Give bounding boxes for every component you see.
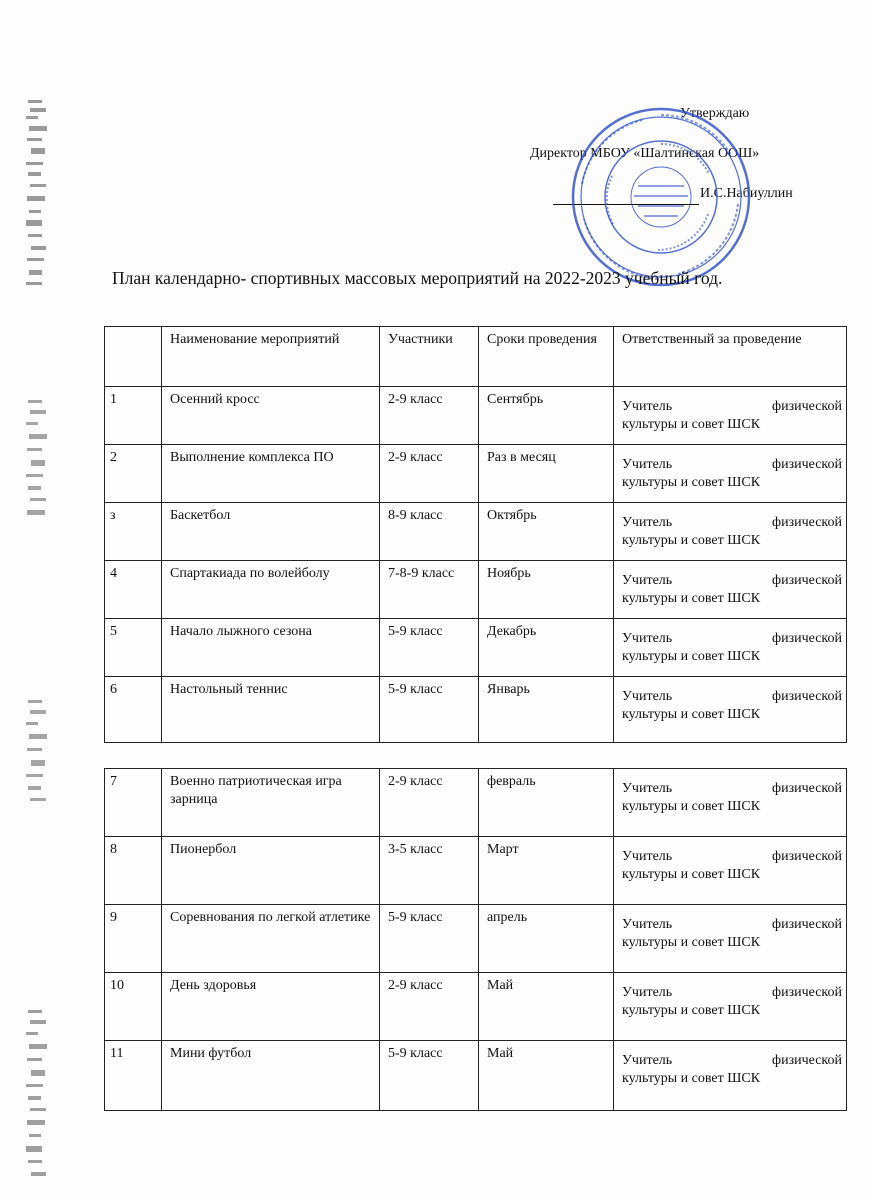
header-responsible: Ответственный за проведение — [614, 327, 847, 387]
row-event: День здоровья — [162, 973, 380, 1041]
row-period: Раз в месяц — [479, 445, 614, 503]
table-row — [105, 837, 847, 905]
table-header-row — [105, 327, 847, 387]
row-number: 6 — [105, 677, 162, 743]
row-responsible: Учитель физической культуры и совет ШСК — [614, 619, 847, 677]
row-participants: 2-9 класс — [380, 445, 479, 503]
row-number: 4 — [105, 561, 162, 619]
row-period: Сентябрь — [479, 387, 614, 445]
row-number: 5 — [105, 619, 162, 677]
approval-position: Директор МБОУ «Шалтинская ООШ» — [530, 146, 760, 161]
row-participants: 2-9 класс — [380, 387, 479, 445]
scan-edge-artifact — [26, 100, 48, 290]
row-participants: 8-9 класс — [380, 503, 479, 561]
row-event: Пионербол — [162, 837, 380, 905]
events-table-continued — [104, 768, 847, 1111]
events-table — [104, 326, 847, 743]
row-number: 1 — [105, 387, 162, 445]
row-participants: 5-9 класс — [380, 1041, 479, 1111]
approval-heading: Утверждаю — [680, 106, 750, 121]
row-number: 2 — [105, 445, 162, 503]
row-responsible: Учитель физической культуры и совет ШСК — [614, 445, 847, 503]
table-row — [105, 677, 847, 743]
table-row — [105, 1041, 847, 1111]
row-responsible: Учитель физической культуры и совет ШСК — [614, 677, 847, 743]
row-event: Спартакиада по волейболу — [162, 561, 380, 619]
row-number: 8 — [105, 837, 162, 905]
table-row — [105, 503, 847, 561]
row-participants: 7-8-9 класс — [380, 561, 479, 619]
row-responsible: Учитель физической культуры и совет ШСК — [614, 387, 847, 445]
row-participants: 5-9 класс — [380, 677, 479, 743]
row-participants: 5-9 класс — [380, 905, 479, 973]
table-row — [105, 769, 847, 837]
row-period: Декабрь — [479, 619, 614, 677]
table-row — [105, 619, 847, 677]
scan-edge-artifact — [26, 400, 48, 520]
row-event: Настольный теннис — [162, 677, 380, 743]
row-period: Май — [479, 1041, 614, 1111]
row-event: Соревнования по легкой атлетике — [162, 905, 380, 973]
table-row — [105, 561, 847, 619]
scan-edge-artifact — [26, 700, 48, 820]
header-num — [105, 327, 162, 387]
row-responsible: Учитель физической культуры и совет ШСК — [614, 837, 847, 905]
table-row — [105, 445, 847, 503]
row-participants: 2-9 класс — [380, 973, 479, 1041]
row-event: Выполнение комплекса ПО — [162, 445, 380, 503]
approval-signatory: И.С.Набиуллин — [700, 186, 793, 201]
row-period: апрель — [479, 905, 614, 973]
row-number: 7 — [105, 769, 162, 837]
row-responsible: Учитель физической культуры и совет ШСК — [614, 769, 847, 837]
row-event: Баскетбол — [162, 503, 380, 561]
table-row — [105, 387, 847, 445]
row-period: Октябрь — [479, 503, 614, 561]
row-event: Мини футбол — [162, 1041, 380, 1111]
row-number: 9 — [105, 905, 162, 973]
row-period: Январь — [479, 677, 614, 743]
row-responsible: Учитель физической культуры и совет ШСК — [614, 905, 847, 973]
row-event: Военно патриотическая игра зарница — [162, 769, 380, 837]
row-participants: 5-9 класс — [380, 619, 479, 677]
row-responsible: Учитель физической культуры и совет ШСК — [614, 561, 847, 619]
row-participants: 2-9 класс — [380, 769, 479, 837]
row-responsible: Учитель физической культуры и совет ШСК — [614, 973, 847, 1041]
row-event: Начало лыжного сезона — [162, 619, 380, 677]
page-title: План календарно- спортивных массовых мероприятий на 2022-2023 учебный год. — [112, 268, 723, 288]
header-participants: Участники — [380, 327, 479, 387]
row-event: Осенний кросс — [162, 387, 380, 445]
row-responsible: Учитель физической культуры и совет ШСК — [614, 503, 847, 561]
row-period: февраль — [479, 769, 614, 837]
header-event: Наименование мероприятий — [162, 327, 380, 387]
row-responsible: Учитель физической культуры и совет ШСК — [614, 1041, 847, 1111]
row-number: 10 — [105, 973, 162, 1041]
row-number: з — [105, 503, 162, 561]
row-participants: 3-5 класс — [380, 837, 479, 905]
header-period: Сроки проведения — [479, 327, 614, 387]
official-stamp — [568, 104, 754, 290]
table-row — [105, 905, 847, 973]
row-period: Март — [479, 837, 614, 905]
row-number: 11 — [105, 1041, 162, 1111]
row-period: Ноябрь — [479, 561, 614, 619]
scan-edge-artifact — [26, 1010, 48, 1190]
row-period: Май — [479, 973, 614, 1041]
table-row — [105, 973, 847, 1041]
